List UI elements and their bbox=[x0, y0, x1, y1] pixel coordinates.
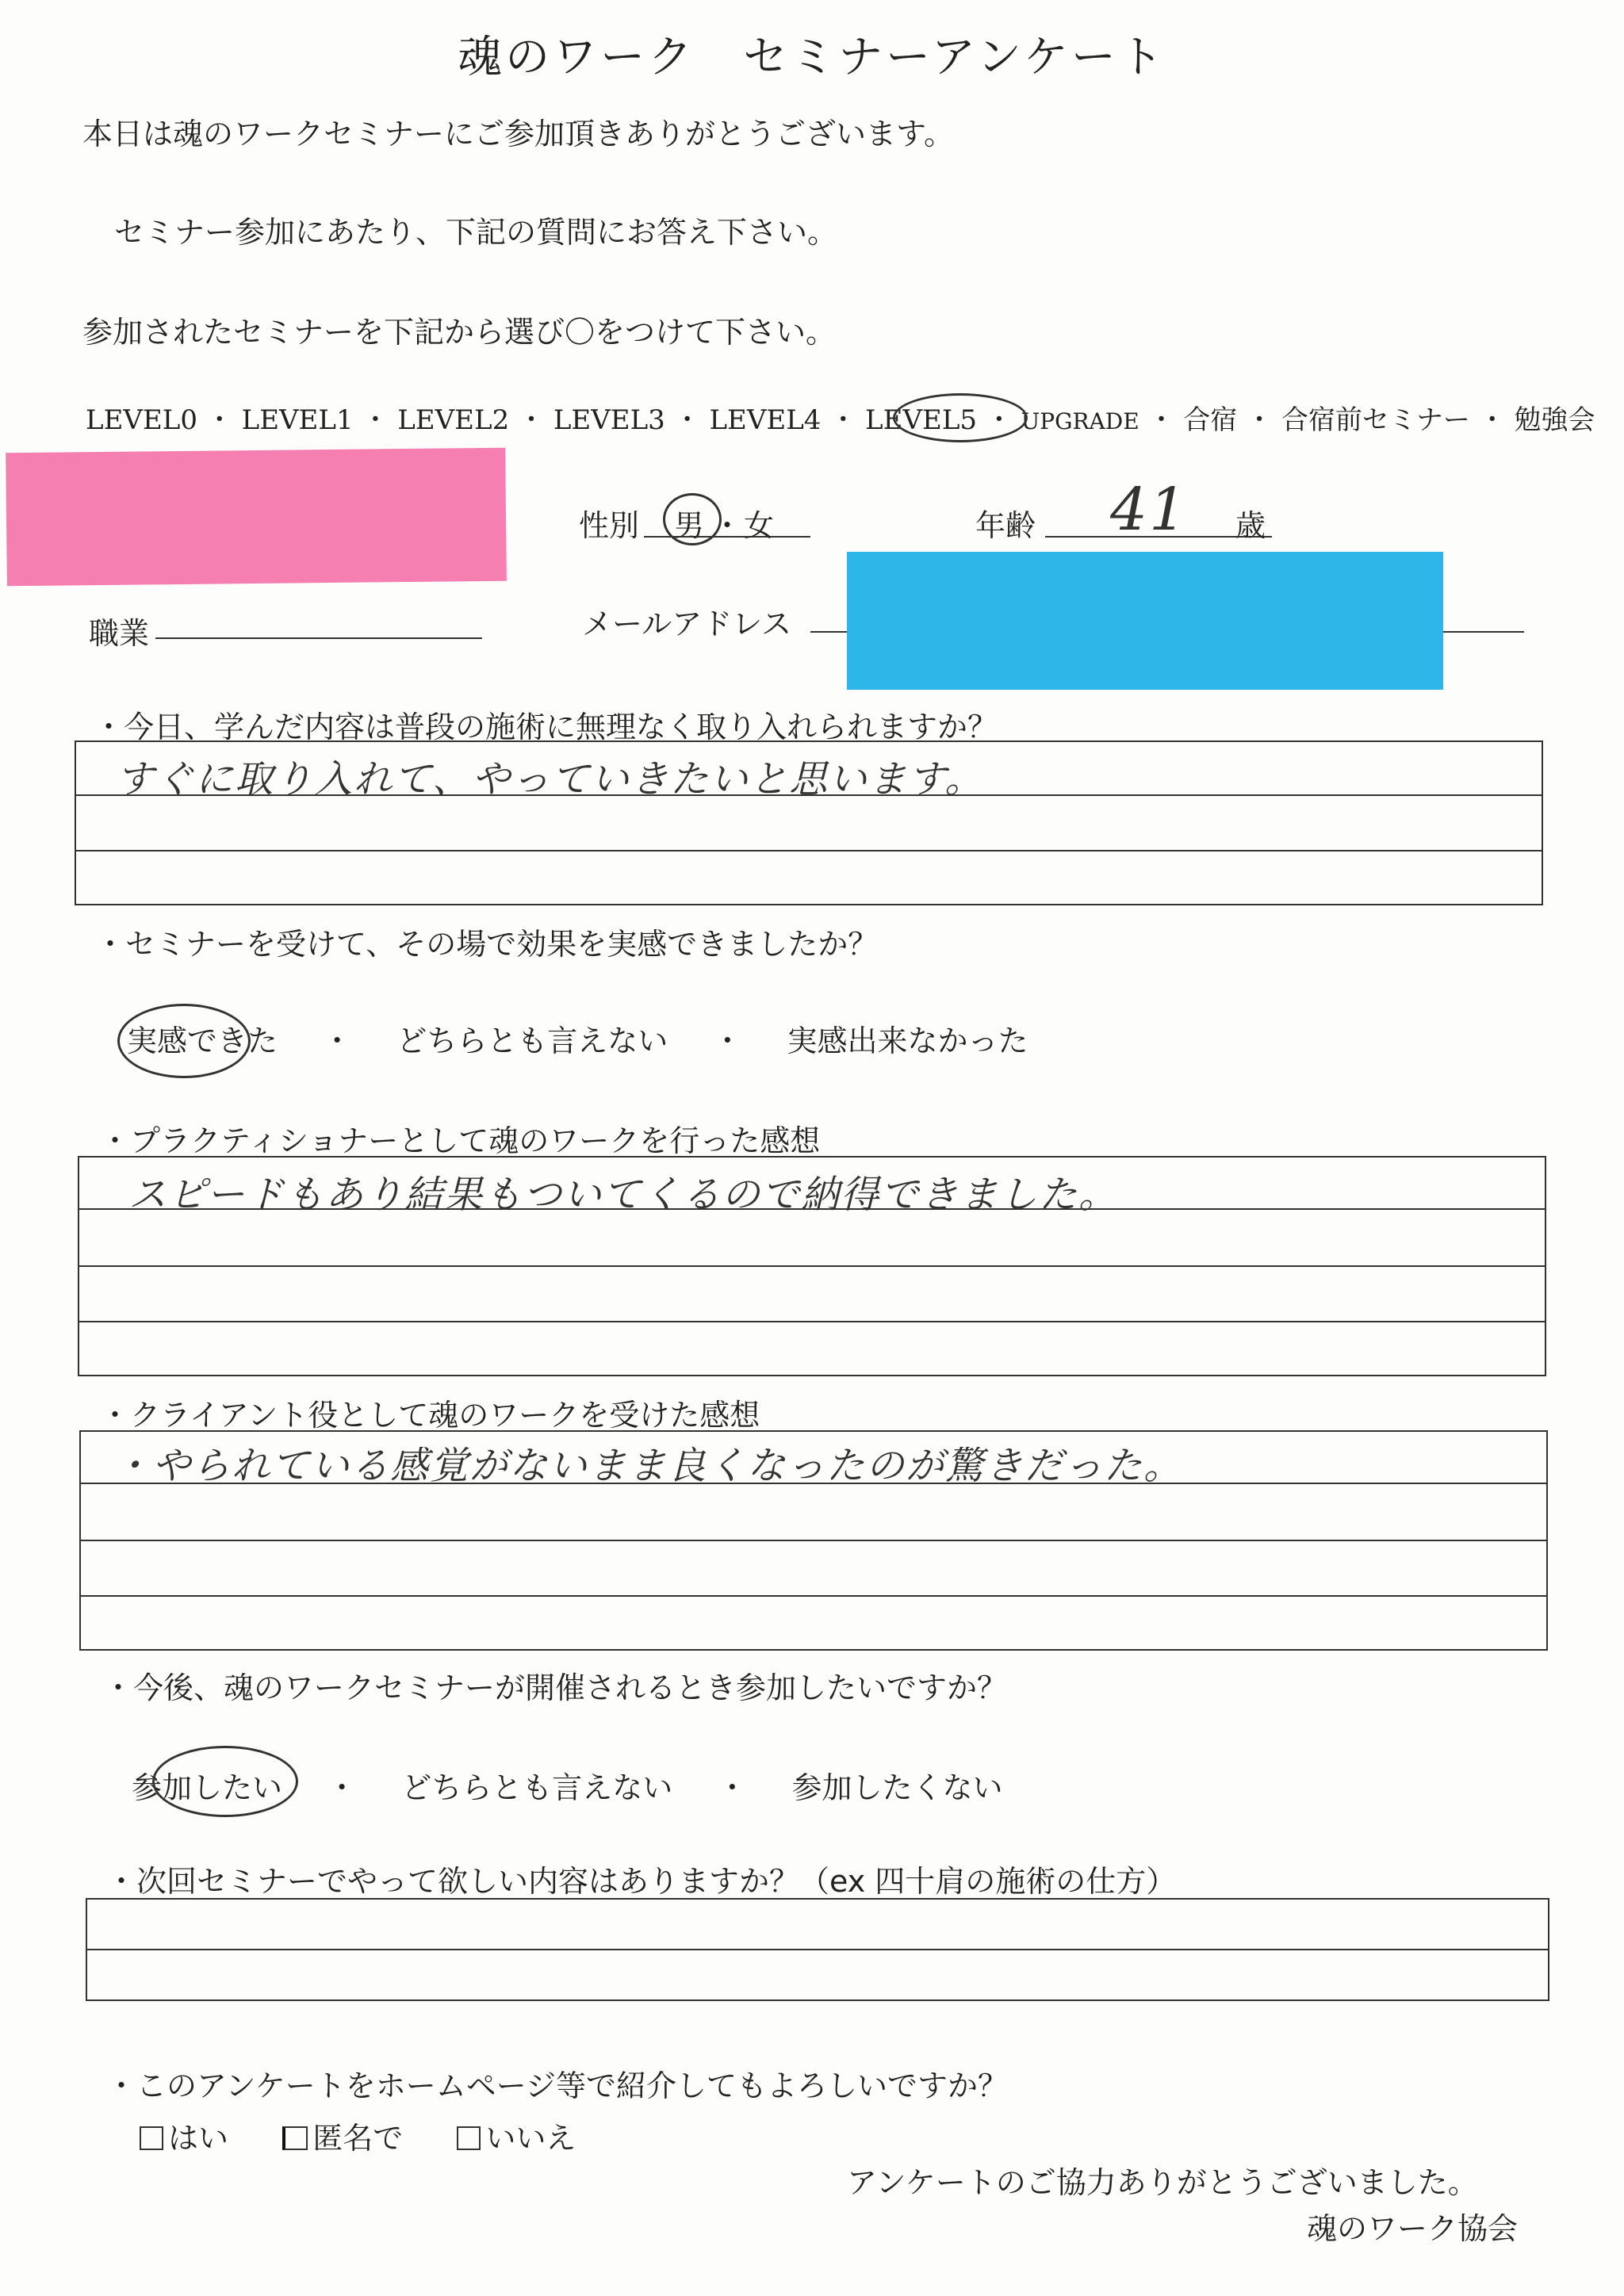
selection-circle-q5 bbox=[152, 1746, 298, 1817]
question-5: ・今後、魂のワークセミナーが開催されるとき参加したいですか？ bbox=[103, 1670, 1008, 1705]
q7-option-no[interactable]: いいえ bbox=[457, 2121, 576, 2156]
selection-circle-male bbox=[663, 493, 722, 545]
gender-separator: ・ bbox=[712, 508, 743, 543]
q5-options: 参加したい ・ どちらとも言えない ・ 参加したくない bbox=[132, 1770, 1003, 1805]
checkbox-yes[interactable] bbox=[140, 2126, 163, 2150]
selection-circle-q2 bbox=[117, 1004, 251, 1078]
question-2: ・セミナーを受けて、その場で効果を実感できましたか？ bbox=[95, 927, 879, 962]
answer-4-text: ・やられている感覚がないまま良くなったのが驚きだった。 bbox=[113, 1444, 1184, 1488]
intro-line-2: セミナー参加にあたり、下記の質問にお答え下さい。 bbox=[114, 215, 838, 250]
level-option[interactable]: LEVEL2 bbox=[397, 404, 510, 436]
q7-option-yes[interactable]: はい bbox=[140, 2121, 228, 2156]
q2-option-yes[interactable]: 実感できた bbox=[127, 1024, 278, 1058]
level-option[interactable]: LEVEL1 bbox=[241, 404, 354, 436]
level-option[interactable]: LEVEL0 bbox=[86, 404, 197, 436]
answer-3-text: スピードもあり結果もついてくるので納得できました。 bbox=[128, 1173, 1119, 1217]
q2-options: 実感できた ・ どちらとも言えない ・ 実感出来なかった bbox=[127, 1024, 1028, 1058]
redaction-tape-blue bbox=[847, 552, 1443, 690]
q5-option-neutral[interactable]: どちらとも言えない bbox=[401, 1770, 673, 1805]
question-6: ・次回セミナーでやって欲しい内容はありますか？（ex 四十肩の施術の仕方） bbox=[106, 1864, 1177, 1899]
intro-line-3: 参加されたセミナーを下記から選び〇をつけて下さい。 bbox=[82, 315, 837, 350]
seminar-level-list: LEVEL0 ・ LEVEL1 ・ LEVEL2 ・ LEVEL3 ・ LEVEL4 ・ LEVEL5 ・ UPGRADE ・ 合宿 ・ 合宿前セミナー ・ 勉強会 bbox=[86, 404, 1595, 436]
level-option[interactable]: 合宿 bbox=[1183, 404, 1238, 436]
gender-label: 性別 bbox=[579, 508, 640, 543]
age-unit: 歳 bbox=[1235, 508, 1266, 543]
selection-circle-upgrade bbox=[893, 393, 1028, 442]
gender-option-male[interactable]: 男 bbox=[674, 508, 705, 543]
q5-option-no[interactable]: 参加したくない bbox=[791, 1770, 1003, 1805]
q5-option-yes[interactable]: 参加したい bbox=[132, 1770, 283, 1805]
answer-box-6[interactable] bbox=[86, 1898, 1549, 2001]
level-option[interactable]: LEVEL5 bbox=[865, 404, 978, 436]
answer-box-3[interactable] bbox=[78, 1156, 1546, 1376]
question-3: ・プラクティショナーとして魂のワークを行った感想 bbox=[100, 1123, 821, 1158]
age-value: 41 bbox=[1110, 476, 1189, 544]
age-field[interactable] bbox=[1045, 476, 1272, 544]
answer-1-text: すぐに取り入れて、やっていきたいと思います。 bbox=[116, 757, 985, 802]
checkbox-anonymous[interactable] bbox=[282, 2126, 308, 2150]
question-1: ・今日、学んだ内容は普段の施術に無理なく取り入れられますか？ bbox=[94, 710, 998, 744]
gender-option-female[interactable]: 女 bbox=[744, 508, 775, 543]
intro-line-1: 本日は魂のワークセミナーにご参加頂きありがとうございます。 bbox=[82, 117, 954, 151]
level-option[interactable]: LEVEL3 bbox=[553, 404, 665, 436]
answer-box-1[interactable] bbox=[75, 740, 1543, 905]
age-label: 年齢 bbox=[975, 508, 1036, 543]
job-field[interactable] bbox=[155, 609, 482, 639]
level-option-upgrade[interactable]: UPGRADE bbox=[1021, 408, 1139, 434]
question-7: ・このアンケートをホームページ等で紹介してもよろしいですか？ bbox=[106, 2068, 1008, 2103]
q7-options bbox=[140, 2114, 576, 2157]
level-option[interactable]: 合宿前セミナー bbox=[1281, 404, 1470, 436]
question-4: ・クライアント役として魂のワークを受けた感想 bbox=[100, 1398, 760, 1433]
footer-thanks: アンケートのご協力ありがとうございました。 bbox=[847, 2165, 1478, 2200]
email-label: メールアドレス bbox=[582, 607, 792, 641]
redaction-tape-pink bbox=[6, 448, 507, 587]
job-label: 職業 bbox=[89, 616, 150, 651]
q2-option-no[interactable]: 実感出来なかった bbox=[787, 1024, 1028, 1058]
answer-box-4[interactable] bbox=[79, 1430, 1548, 1651]
checkbox-no[interactable] bbox=[457, 2126, 481, 2150]
level-option[interactable]: LEVEL4 bbox=[709, 404, 822, 436]
page-title: 魂のワーク セミナーアンケート bbox=[458, 32, 1166, 83]
footer-organization: 魂のワーク協会 bbox=[1307, 2211, 1519, 2246]
q7-option-anonymous[interactable]: 匿名で bbox=[282, 2121, 403, 2156]
level-option[interactable]: 勉強会 bbox=[1514, 404, 1595, 436]
q2-option-neutral[interactable]: どちらとも言えない bbox=[396, 1024, 668, 1058]
